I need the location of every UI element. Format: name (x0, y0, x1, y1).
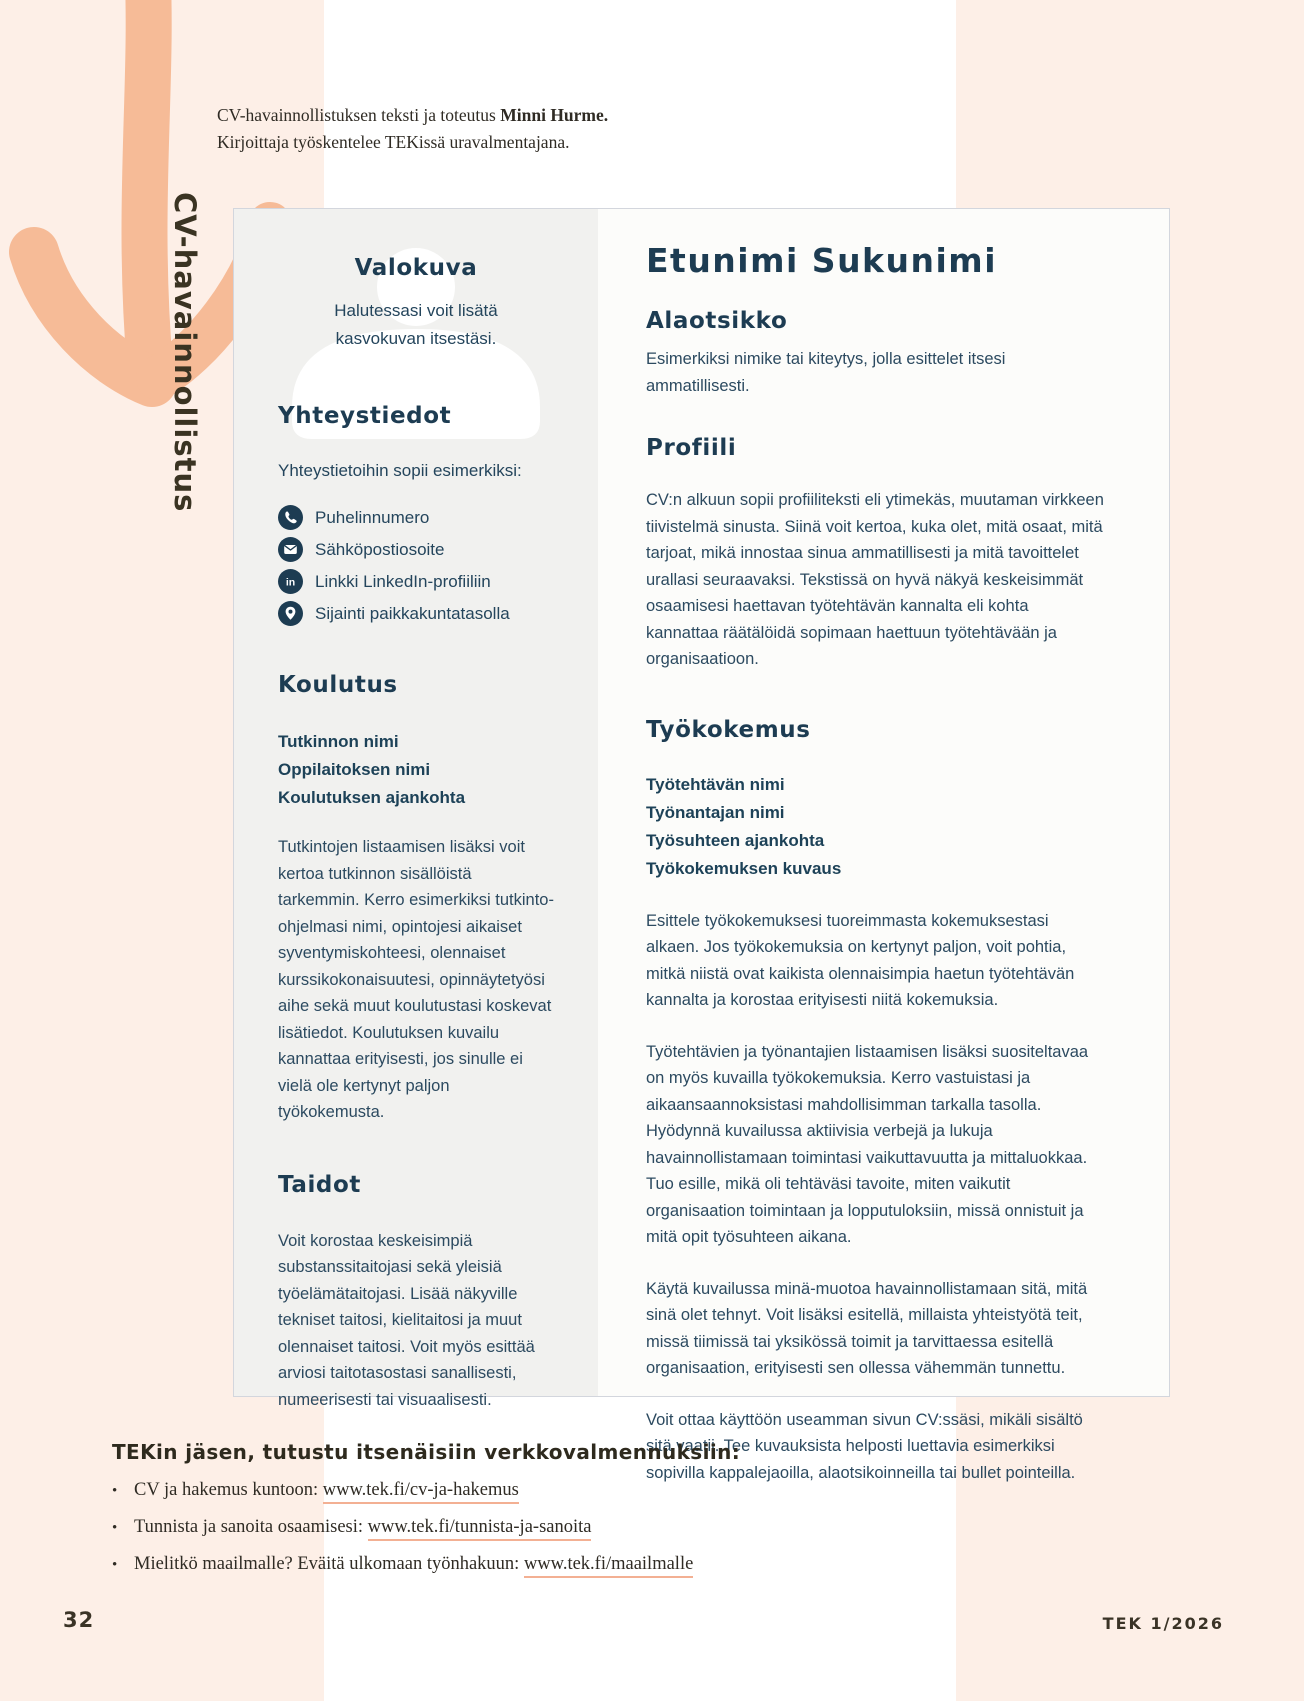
photo-section-title: Valokuva (354, 255, 478, 281)
experience-field: Työsuhteen ajankohta (646, 830, 825, 850)
experience-paragraph: Työtehtävien ja työnantajien listaamisen lisäksi suositeltavaa on myös kuvailla työkokemuksia. Kerro vastuistasi ja aikaansaannoksistasi mahdollisimman tarkalla tasolla. Hyödynnä kuvailussa aktiivisia verbejä ja lukuja havainnollistamaan toimintasi vaikuttavuutta ja mittaluokkaa. Tuo esille, mikä oli tehtäväsi tavoite, miten vaikutit organisaation toimintaan ja lopputuloksiin, missä onnistuit ja mitä opit työsuhteen aikana. (646, 1042, 1089, 1246)
member-link-item (112, 1480, 740, 1504)
experience-field-list (646, 771, 1105, 883)
credit-text (217, 102, 608, 156)
member-link-text: Mielitkö maailmalle? Eväitä ulkomaan työnhakuun: (134, 1554, 520, 1574)
link-maailmalle[interactable]: www.tek.fi/maailmalle (524, 1554, 693, 1578)
experience-paragraph: Käytä kuvailussa minä-muotoa havainnollistamaan sitä, mitä sinä olet tehnyt. Voit lisäksi esitellä, millaista yhteistyötä teit, missä tiimissä tai yksikössä toimit ja tarvittaessa esitellä organisaation, erityisesti sen ollessa vähemmän tunnettu. (646, 1279, 1088, 1377)
education-field: Tutkinnon nimi (278, 732, 399, 752)
experience-paragraph: Esittele työkokemuksesi tuoreimmasta kokemuksestasi alkaen. Jos työkokemuksia on kertynyt paljon, voit pohtia, mitkä niistä ovat kaikista olennaisimpia haetun työtehtävän kannalta ja korostaa erityisesti niitä kokemuksia. (646, 911, 1075, 1009)
member-link-item (112, 1554, 740, 1578)
contact-intro: Yhteystietoihin sopii esimerkiksi: (278, 461, 522, 481)
cv-left-column (234, 209, 598, 1409)
contact-item-email (278, 537, 554, 562)
phone-icon (278, 505, 303, 530)
link-cv-ja-hakemus[interactable]: www.tek.fi/cv-ja-hakemus (323, 1480, 519, 1504)
contact-item-location (278, 601, 554, 626)
experience-section-title: Työkokemus (646, 716, 811, 743)
page-number: 32 (63, 1608, 95, 1632)
education-field: Koulutuksen ajankohta (278, 788, 466, 808)
profile-section-title: Profiili (646, 435, 737, 461)
credit-line-1: CV-havainnollistuksen teksti ja toteutus Minni Hurme. (217, 105, 609, 125)
email-icon (278, 537, 303, 562)
experience-field: Työtehtävän nimi (646, 774, 785, 794)
vertical-section-label: CV-havainnollistus (168, 192, 202, 513)
bullet-icon: • (112, 1520, 118, 1536)
photo-caption: Halutessasi voit lisätä kasvokuvan itsestäsi. (334, 301, 498, 349)
bullet-icon: • (112, 1483, 118, 1499)
member-link-text: Tunnista ja sanoita osaamisesi: (134, 1517, 364, 1537)
experience-field: Työnantajan nimi (646, 802, 785, 822)
education-body: Tutkintojen listaamisen lisäksi voit kertoa tutkinnon sisällöistä tarkemmin. Kerro esimerkiksi tutkinto-ohjelmasi nimi, opintojesi aikaiset syventymiskohteesi, olennaiset kurssikokonaisuutesi, opinnäytetyösi aihe sekä muut koulutustasi koskevat lisätiedot. Koulutuksen kuvailu kannattaa erityisesti, jos sinulle ei vielä ole kertynyt paljon työkokemusta. (278, 838, 554, 1122)
skills-body: Voit korostaa keskeisimpiä substanssitaitojasi sekä yleisiä työelämätaitojasi. Lisää näkyville tekniset taitosi, kielitaitosi ja muut olennaiset taitosi. Voit myös esittää arviosi taitotasostasi sanallisesti, numeerisesti tai visuaalisesti. (278, 1231, 535, 1409)
issue-label: TEK 1/2026 (1102, 1614, 1224, 1633)
contact-item-linkedin (278, 569, 554, 594)
member-link-text: CV ja hakemus kuntoon: (134, 1480, 319, 1500)
member-link-item (112, 1517, 740, 1541)
education-field: Oppilaitoksen nimi (278, 760, 431, 780)
education-section-title: Koulutus (278, 672, 398, 699)
contact-item-label: Linkki LinkedIn-profiiliin (315, 571, 491, 591)
credit-author: Minni Hurme. (500, 105, 609, 125)
cv-name-heading: Etunimi Sukunimi (646, 241, 998, 280)
contact-item-phone (278, 505, 554, 530)
member-links-heading: TEKin jäsen, tutustu itsenäisiin verkkovalmennuksiin: (112, 1440, 741, 1464)
svg-text:in: in (285, 576, 296, 589)
contact-list (278, 505, 554, 626)
profile-body: CV:n alkuun sopii profiiliteksti eli ytimekäs, muutaman virkkeen tiivistelmä sinusta. Siinä voit kertoa, kuka olet, mitä osaat, mitä tarjoat, mikä innostaa sinua ammatillisesti ja mitä tavoittelet urallasi seuraavaksi. Tekstissä on hyvä näkyä keskeisimmät osaamisesi haettavan työtehtävän kannalta eli kohta kannattaa räätälöidä sopimaan haettuun työtehtävään ja organisaatioon. (646, 491, 1104, 668)
education-field-list (278, 728, 554, 812)
subtitle-section-title: Alaotsikko (646, 308, 788, 334)
experience-paragraph: Voit ottaa käyttöön useamman sivun CV:ssäsi, mikäli sisältö sitä vaatii. Tee kuvauksista helposti luettavia esimerkiksi sopivilla kappalejaoilla, alaotsikoinneilla tai bullet pointeilla. (646, 1410, 1083, 1482)
subtitle-body: Esimerkiksi nimike tai kiteytys, jolla esittelet itsesi ammatillisesti. (646, 350, 1006, 395)
contact-item-label: Puhelinnumero (315, 507, 430, 527)
link-tunnista-ja-sanoita[interactable]: www.tek.fi/tunnista-ja-sanoita (368, 1517, 592, 1541)
location-icon (278, 601, 303, 626)
credit-line-2: Kirjoittaja työskentelee TEKissä uravalmentajana. (217, 132, 570, 153)
cv-right-column (598, 209, 1169, 1482)
contact-section-title: Yhteystiedot (278, 403, 452, 430)
contact-item-label: Sijainti paikkakuntatasolla (315, 603, 510, 623)
experience-field: Työkokemuksen kuvaus (646, 858, 842, 878)
linkedin-icon (278, 569, 303, 594)
contact-item-label: Sähköpostiosoite (315, 539, 445, 559)
bullet-icon: • (112, 1557, 118, 1573)
member-links-section (112, 1440, 740, 1578)
member-links-list (112, 1480, 740, 1578)
skills-section-title: Taidot (278, 1171, 361, 1198)
